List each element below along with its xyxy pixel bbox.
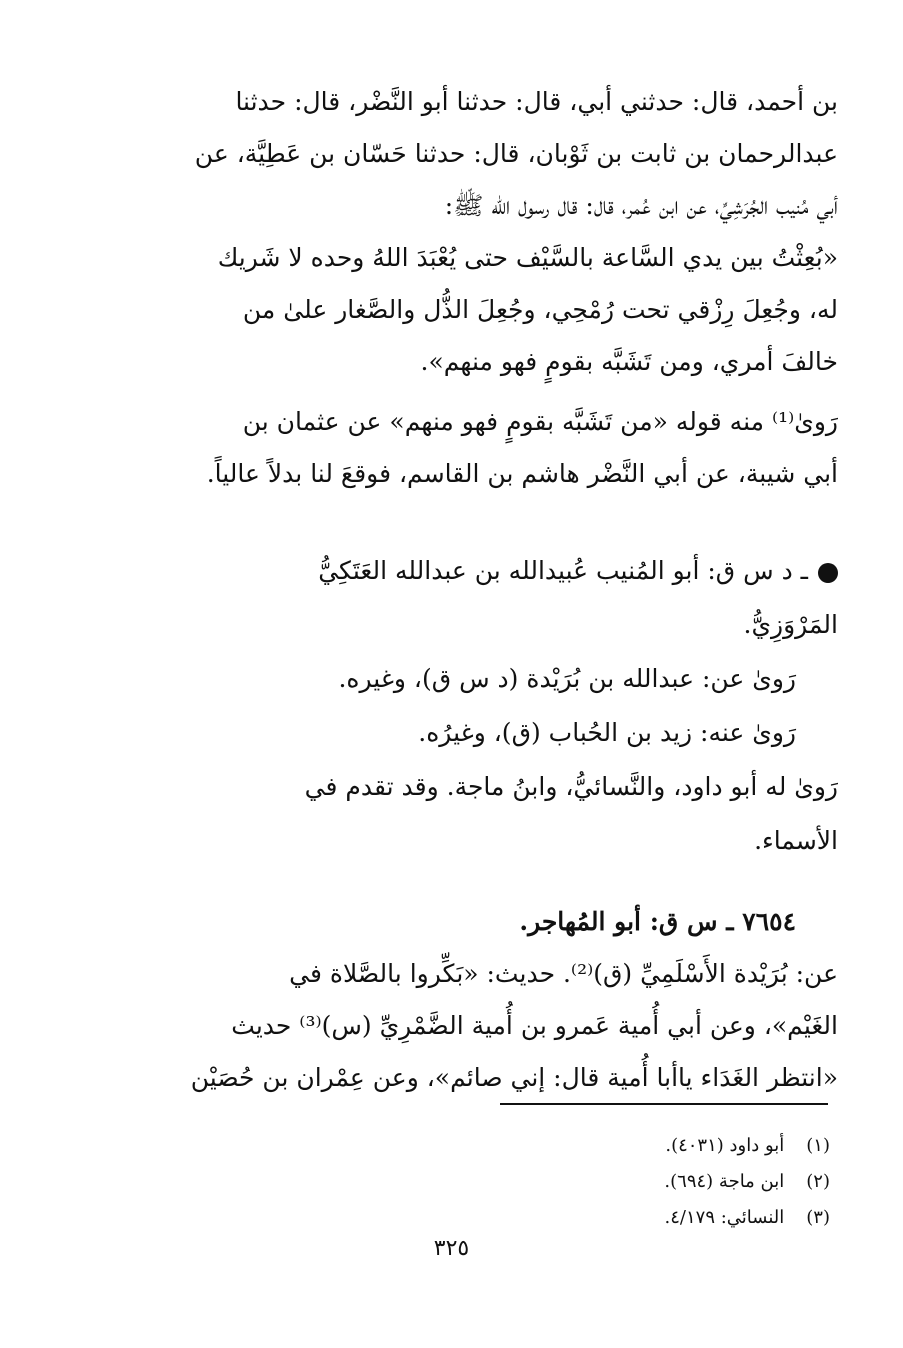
text-line: عبدالرحمان بن ثابت بن ثَوْبان، قال: حدثنا حَسّان بن عَطِيَّة، عن (194, 139, 838, 168)
narration-paragraph (138, 396, 838, 500)
text-line: له، وجُعِلَ رِزْقي تحت رُمْحِي، وجُعِلَ الذُّل والصَّغار علىٰ من (242, 295, 838, 324)
footnote (300, 1164, 830, 1200)
footnote-text: ابن ماجة (٦٩٤). (664, 1171, 785, 1192)
hadith-paragraph (138, 76, 838, 388)
text-line: الأسماء. (754, 826, 838, 855)
footnote-text: النسائي: ٤/١٧٩. (664, 1207, 785, 1228)
text-line: «بُعِثْتُ بين يدي السَّاعة بالسَّيْف حتى يُعْبَدَ اللهُ وحده لا شَريك (217, 243, 838, 272)
bullet-icon (818, 563, 838, 583)
footnote (300, 1128, 830, 1164)
text-line: المَرْوَزِيُّ. (743, 610, 838, 639)
narrated-from: رَوىٰ عن: عبدالله بن بُرَيْدة (د س ق)، وغيره. (338, 664, 796, 693)
footnote (300, 1200, 830, 1236)
entry-heading: ٧٦٥٤ ـ س ق: أبو المُهاجر. (519, 907, 796, 936)
entry-heading (138, 544, 838, 598)
narrated-by: رَوىٰ عنه: زيد بن الحُباب (ق)، وغيرُه. (418, 718, 796, 747)
footnote-divider (500, 1103, 828, 1105)
narrator-entry (138, 544, 838, 868)
footnote-number: (٢) (806, 1171, 830, 1192)
footnote-text: أبو داود (٤٠٣١). (665, 1135, 785, 1156)
footnote-number: (١) (806, 1135, 830, 1156)
text-line: أبي شيبة، عن أبي النَّضْر هاشم بن القاسم، فوقعَ لنا بدلاً عالياً. (206, 459, 838, 488)
narrator-entry-7654 (138, 896, 838, 1104)
text-line: رَوىٰ له أبو داود، والنَّسائيُّ، وابنُ ماجة. وقد تقدم في (304, 772, 838, 801)
text-line: رَوىٰ⁽¹⁾ منه قوله «من تَشَبَّه بقومٍ فهو منهم» عن عثمان بن (242, 407, 838, 436)
text-line: «انتظر الغَدَاء ياأبا أُمية قال: إني صائم»، وعن عِمْران بن حُصَيْن (190, 1063, 838, 1092)
text-line: أبي مُنيب الجُرَشِيِّ، عن ابن عُمر، قال: قال رسول الله ﷺ: (444, 191, 838, 220)
footnotes (300, 1128, 830, 1236)
entry-heading-text: ـ د س ق: أبو المُنيب عُبيدالله بن عبدالله العَتَكِيُّ (318, 556, 808, 585)
text-line: عن: بُرَيْدة الأَسْلَمِيِّ (ق)⁽²⁾. حديث: «بَكِّروا بالصَّلاة في (289, 959, 838, 988)
text-line: الغَيْم»، وعن أبي أُمية عَمرو بن أُمية الضَّمْرِيِّ (س)⁽³⁾ حديث (231, 1011, 838, 1040)
text-line: بن أحمد، قال: حدثني أبي، قال: حدثنا أبو النَّضْر، قال: حدثنا (235, 87, 838, 116)
text-line: خالفَ أمري، ومن تَشَبَّه بقومٍ فهو منهم». (420, 347, 838, 376)
page-number: ٣٢٥ (433, 1236, 470, 1261)
footnote-number: (٣) (806, 1207, 830, 1228)
